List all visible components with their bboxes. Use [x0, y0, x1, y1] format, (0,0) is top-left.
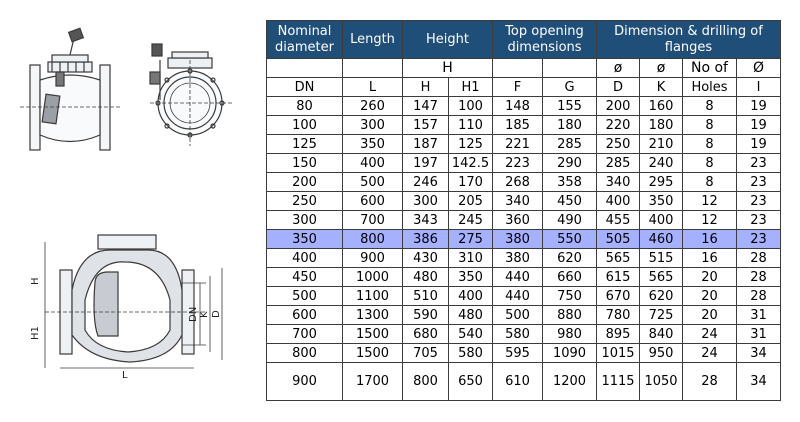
- table-cell: 19: [737, 97, 781, 116]
- table-cell: 680: [403, 325, 449, 344]
- table-cell: 343: [403, 211, 449, 230]
- symbol-d-dia: ø: [597, 59, 640, 78]
- table-cell: 620: [543, 249, 597, 268]
- table-cell: 400: [597, 192, 640, 211]
- table-cell: 8: [683, 173, 737, 192]
- table-cell: 725: [640, 306, 683, 325]
- unit-cell: G: [543, 78, 597, 97]
- unit-cell: DN: [267, 78, 343, 97]
- table-cell: 148: [493, 97, 543, 116]
- table-cell: 750: [543, 287, 597, 306]
- table-cell: 205: [449, 192, 493, 211]
- table-cell: 240: [640, 154, 683, 173]
- table-row: [267, 230, 781, 249]
- table-row: [267, 116, 781, 135]
- table-cell: 380: [493, 249, 543, 268]
- header-top-opening: Top opening dimensions: [493, 21, 597, 59]
- table-cell: 150: [267, 154, 343, 173]
- table-cell: 1700: [343, 363, 403, 401]
- table-cell: 358: [543, 173, 597, 192]
- table-cell: 500: [267, 287, 343, 306]
- table-cell: 23: [737, 192, 781, 211]
- table-cell: 125: [267, 135, 343, 154]
- table-cell: 1000: [343, 268, 403, 287]
- table-cell: 268: [493, 173, 543, 192]
- table-cell: 660: [543, 268, 597, 287]
- table-cell: 100: [267, 116, 343, 135]
- valve-dimension-table: [266, 20, 781, 401]
- table-row: [267, 97, 781, 116]
- table-cell: 800: [267, 344, 343, 363]
- table-cell: 20: [683, 306, 737, 325]
- table-cell: 20: [683, 268, 737, 287]
- table-row: [267, 325, 781, 344]
- table-cell: 400: [267, 249, 343, 268]
- unit-cell: H1: [449, 78, 493, 97]
- table-cell: 1115: [597, 363, 640, 401]
- table-cell: 900: [343, 249, 403, 268]
- table-cell: 142.5: [449, 154, 493, 173]
- table-cell: 290: [543, 154, 597, 173]
- table-cell: 440: [493, 287, 543, 306]
- table-cell: 100: [449, 97, 493, 116]
- table-cell: 600: [267, 306, 343, 325]
- table-cell: 16: [683, 249, 737, 268]
- table-cell: 300: [267, 211, 343, 230]
- table-cell: 300: [403, 192, 449, 211]
- table-cell: 155: [543, 97, 597, 116]
- table-cell: 460: [640, 230, 683, 249]
- table-cell: 221: [493, 135, 543, 154]
- dim-label-l: L: [122, 370, 128, 381]
- table-cell: 670: [597, 287, 640, 306]
- dim-label-h: H: [30, 277, 41, 285]
- table-cell: 110: [449, 116, 493, 135]
- symbol-row: [267, 59, 781, 78]
- table-cell: 950: [640, 344, 683, 363]
- table-cell: 430: [403, 249, 449, 268]
- header-length: Length: [343, 21, 403, 59]
- table-row: [267, 268, 781, 287]
- table-cell: 510: [403, 287, 449, 306]
- dim-label-d: D: [211, 310, 222, 318]
- table-cell: 350: [267, 230, 343, 249]
- table-cell: 223: [493, 154, 543, 173]
- table-cell: 147: [403, 97, 449, 116]
- table-cell: 705: [403, 344, 449, 363]
- header-nominal-diameter: Nominal diameter: [267, 21, 343, 59]
- table-cell: 12: [683, 211, 737, 230]
- table-cell: 28: [737, 268, 781, 287]
- symbol-hole-dia: Ø: [737, 59, 781, 78]
- unit-cell: F: [493, 78, 543, 97]
- table-cell: 350: [343, 135, 403, 154]
- table-cell: 650: [449, 363, 493, 401]
- table-cell: 12: [683, 192, 737, 211]
- table-cell: 480: [403, 268, 449, 287]
- table-cell: 187: [403, 135, 449, 154]
- table-cell: 250: [597, 135, 640, 154]
- table-cell: 500: [493, 306, 543, 325]
- symbol-k-dia: ø: [640, 59, 683, 78]
- header-flanges: Dimension & drilling of flanges: [597, 21, 781, 59]
- table-cell: 1300: [343, 306, 403, 325]
- table-cell: 246: [403, 173, 449, 192]
- table-cell: 31: [737, 325, 781, 344]
- table-row: [267, 363, 781, 401]
- table-cell: 285: [543, 135, 597, 154]
- table-cell: 800: [343, 230, 403, 249]
- table-cell: 600: [343, 192, 403, 211]
- table-cell: 34: [737, 344, 781, 363]
- table-cell: 400: [449, 287, 493, 306]
- table-cell: 245: [449, 211, 493, 230]
- table-cell: 620: [640, 287, 683, 306]
- table-cell: 80: [267, 97, 343, 116]
- unit-cell: I: [737, 78, 781, 97]
- table-cell: 1500: [343, 325, 403, 344]
- table-cell: 275: [449, 230, 493, 249]
- table-cell: 565: [597, 249, 640, 268]
- table-cell: 260: [343, 97, 403, 116]
- header-height: Height: [403, 21, 493, 59]
- table-cell: 360: [493, 211, 543, 230]
- table-row: [267, 344, 781, 363]
- table-cell: 31: [737, 306, 781, 325]
- table-cell: 24: [683, 344, 737, 363]
- table-cell: 480: [449, 306, 493, 325]
- table-cell: 350: [449, 268, 493, 287]
- table-cell: 980: [543, 325, 597, 344]
- dim-label-k: K: [199, 311, 210, 318]
- table-cell: 615: [597, 268, 640, 287]
- table-cell: 386: [403, 230, 449, 249]
- valve-section-view: [45, 235, 222, 368]
- table-row: [267, 192, 781, 211]
- table-cell: 580: [493, 325, 543, 344]
- table-cell: 400: [343, 154, 403, 173]
- table-header-row: [267, 21, 781, 59]
- dim-label-h1: H1: [30, 326, 41, 340]
- table-cell: 540: [449, 325, 493, 344]
- table-cell: 1090: [543, 344, 597, 363]
- table-cell: 565: [640, 268, 683, 287]
- table-cell: 8: [683, 116, 737, 135]
- table-cell: 24: [683, 325, 737, 344]
- table-cell: 180: [640, 116, 683, 135]
- table-cell: 23: [737, 230, 781, 249]
- table-cell: 210: [640, 135, 683, 154]
- table-cell: 16: [683, 230, 737, 249]
- table-cell: 550: [543, 230, 597, 249]
- table-cell: 34: [737, 363, 781, 401]
- table-cell: 8: [683, 154, 737, 173]
- table-row: [267, 306, 781, 325]
- table-cell: 197: [403, 154, 449, 173]
- unit-cell: L: [343, 78, 403, 97]
- unit-cell: D: [597, 78, 640, 97]
- table-row: [267, 135, 781, 154]
- table-cell: 515: [640, 249, 683, 268]
- table-cell: 895: [597, 325, 640, 344]
- table-cell: 800: [403, 363, 449, 401]
- table-cell: 1500: [343, 344, 403, 363]
- table-cell: 505: [597, 230, 640, 249]
- table-cell: 400: [640, 211, 683, 230]
- table-cell: 450: [267, 268, 343, 287]
- table-cell: 700: [343, 211, 403, 230]
- table-cell: 8: [683, 135, 737, 154]
- table-cell: 28: [737, 249, 781, 268]
- table-cell: 880: [543, 306, 597, 325]
- table-cell: 1015: [597, 344, 640, 363]
- dim-label-dn: DN: [188, 306, 199, 322]
- table-cell: 780: [597, 306, 640, 325]
- table-cell: 580: [449, 344, 493, 363]
- table-cell: 19: [737, 116, 781, 135]
- table-cell: 28: [683, 363, 737, 401]
- table-cell: 300: [343, 116, 403, 135]
- table-cell: 220: [597, 116, 640, 135]
- symbol-height: H: [403, 59, 493, 78]
- table-cell: 595: [493, 344, 543, 363]
- valve-drawings: [0, 0, 262, 422]
- table-cell: 1200: [543, 363, 597, 401]
- unit-cell: Holes: [683, 78, 737, 97]
- table-cell: 295: [640, 173, 683, 192]
- valve-front-view: [150, 44, 232, 146]
- table-cell: 1100: [343, 287, 403, 306]
- table-row: [267, 173, 781, 192]
- table-cell: 250: [267, 192, 343, 211]
- table-cell: 500: [343, 173, 403, 192]
- table-row: [267, 211, 781, 230]
- table-row: [267, 249, 781, 268]
- unit-row: [267, 78, 781, 97]
- table-cell: 450: [543, 192, 597, 211]
- symbol-no-of: No of: [683, 59, 737, 78]
- table-cell: 160: [640, 97, 683, 116]
- table-cell: 180: [543, 116, 597, 135]
- table-cell: 125: [449, 135, 493, 154]
- table-cell: 700: [267, 325, 343, 344]
- table-cell: 340: [493, 192, 543, 211]
- table-cell: 840: [640, 325, 683, 344]
- table-cell: 590: [403, 306, 449, 325]
- table-cell: 200: [597, 97, 640, 116]
- table-cell: 170: [449, 173, 493, 192]
- unit-cell: H: [403, 78, 449, 97]
- table-cell: 28: [737, 287, 781, 306]
- table-cell: 340: [597, 173, 640, 192]
- table-cell: 380: [493, 230, 543, 249]
- table-cell: 310: [449, 249, 493, 268]
- table-cell: 8: [683, 97, 737, 116]
- table-row: [267, 287, 781, 306]
- table-cell: 20: [683, 287, 737, 306]
- table-cell: 23: [737, 154, 781, 173]
- table-cell: 350: [640, 192, 683, 211]
- table-cell: 490: [543, 211, 597, 230]
- table-row: [267, 154, 781, 173]
- table-cell: 610: [493, 363, 543, 401]
- table-cell: 23: [737, 211, 781, 230]
- unit-cell: K: [640, 78, 683, 97]
- table-cell: 455: [597, 211, 640, 230]
- table-cell: 185: [493, 116, 543, 135]
- table-cell: 900: [267, 363, 343, 401]
- table-cell: 23: [737, 173, 781, 192]
- table-cell: 1050: [640, 363, 683, 401]
- table-cell: 19: [737, 135, 781, 154]
- table-cell: 157: [403, 116, 449, 135]
- table-cell: 285: [597, 154, 640, 173]
- table-cell: 440: [493, 268, 543, 287]
- valve-side-view: [20, 28, 120, 150]
- table-cell: 200: [267, 173, 343, 192]
